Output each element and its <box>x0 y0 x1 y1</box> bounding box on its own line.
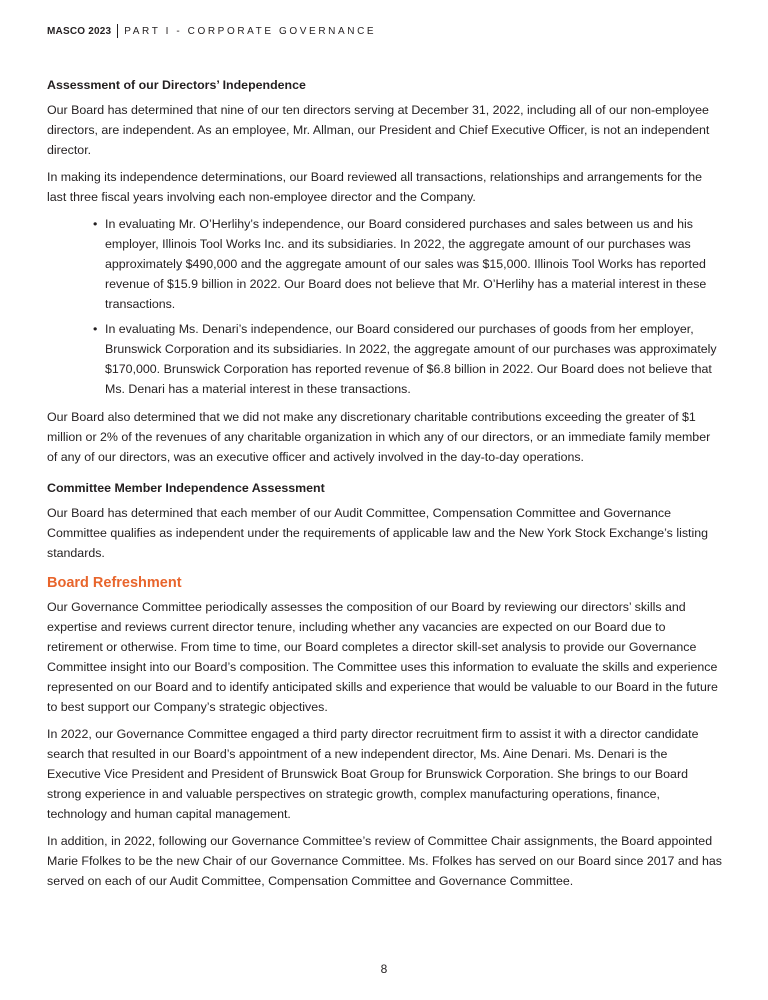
heading-board-refreshment: Board Refreshment <box>47 575 182 591</box>
header-brand: MASCO 2023 <box>47 25 112 37</box>
running-header <box>47 24 376 38</box>
paragraph: In making its independence determinations, our Board reviewed all transactions, relationships and arrangements for the last three fiscal years involving each non-employee director and the Company. <box>47 170 703 204</box>
paragraph: In addition, in 2022, following our Governance Committee’s review of Committee Chair assignments, the Board appointed Marie Ffolkes to be the new Chair of our Governance Committee. Ms. Ffolkes has served on our Board since 2017 and has served on each of our Audit Committee, Compensation Committee and Governance Committee. <box>47 834 722 888</box>
page-number: 8 <box>380 962 388 976</box>
paragraph: Our Board also determined that we did not make any discretionary charitable contributions exceeding the greater of $1 million or 2% of the revenues of any charitable organization in which any of our directors, or an immediate family member of any of our directors, was an executive officer and actively involved in the day-to-day operations. <box>47 410 711 464</box>
page-body <box>47 76 723 898</box>
header-divider <box>117 24 118 38</box>
paragraph: Our Governance Committee periodically assesses the composition of our Board by reviewing our directors’ skills and expertise and reviews current director tenure, including whether any vacancies are expected on our Board due to retirement or otherwise. From time to time, our Board completes a director skill-set analysis to provide our Governance Committee insight into our Board’s composition. The Committee uses this information to evaluate the skills and experience represented on our Board and to identify anticipated skills and experience that would be valuable to our Board in the future to best support our Company’s strategic objectives. <box>47 600 718 714</box>
heading-committee-independence: Committee Member Independence Assessment <box>47 481 325 495</box>
paragraph: Our Board has determined that each member of our Audit Committee, Compensation Committee and Governance Committee qualifies as independent under the requirements of applicable law and the New York Stock Exchange’s listing standards. <box>47 506 708 560</box>
bullet-item: • In evaluating Ms. Denari’s independence, our Board considered our purchases of goods from her employer, Brunswick Corporation and its subsidiaries. In 2022, the aggregate amount of our purchases was approximately $170,000. Brunswick Corporation has reported revenue of $6.8 billion in 2022. Our Board does not believe that Ms. Denari has a material interest in these transactions. <box>105 319 723 399</box>
heading-directors-independence: Assessment of our Directors’ Independence <box>47 78 306 92</box>
paragraph: Our Board has determined that nine of our ten directors serving at December 31, 2022, including all of our non-employee directors, are independent. As an employee, Mr. Allman, our President and Chief Executive Officer, is not an independent director. <box>47 103 710 157</box>
bullet-item: • In evaluating Mr. O’Herlihy’s independence, our Board considered purchases and sales between us and his employer, Illinois Tool Works Inc. and its subsidiaries. In 2022, the aggregate amount of our purchases was approximately $490,000 and the aggregate amount of our sales was $15,000. Illinois Tool Works has reported revenue of $15.9 billion in 2022. Our Board does not believe that Mr. O’Herlihy has a material interest in these transactions. <box>105 214 723 314</box>
paragraph: In 2022, our Governance Committee engaged a third party director recruitment firm to assist it with a director candidate search that resulted in our Board’s appointment of a new independent director, Ms. Aine Denari. Ms. Denari is the Executive Vice President and President of Brunswick Boat Group for Brunswick Corporation. She brings to our Board strong experience in and valuable perspectives on strategic growth, complex manufacturing operations, finance, technology and human capital management. <box>47 727 699 821</box>
bullet-list <box>47 214 723 399</box>
header-section: PART I - CORPORATE GOVERNANCE <box>124 25 377 37</box>
